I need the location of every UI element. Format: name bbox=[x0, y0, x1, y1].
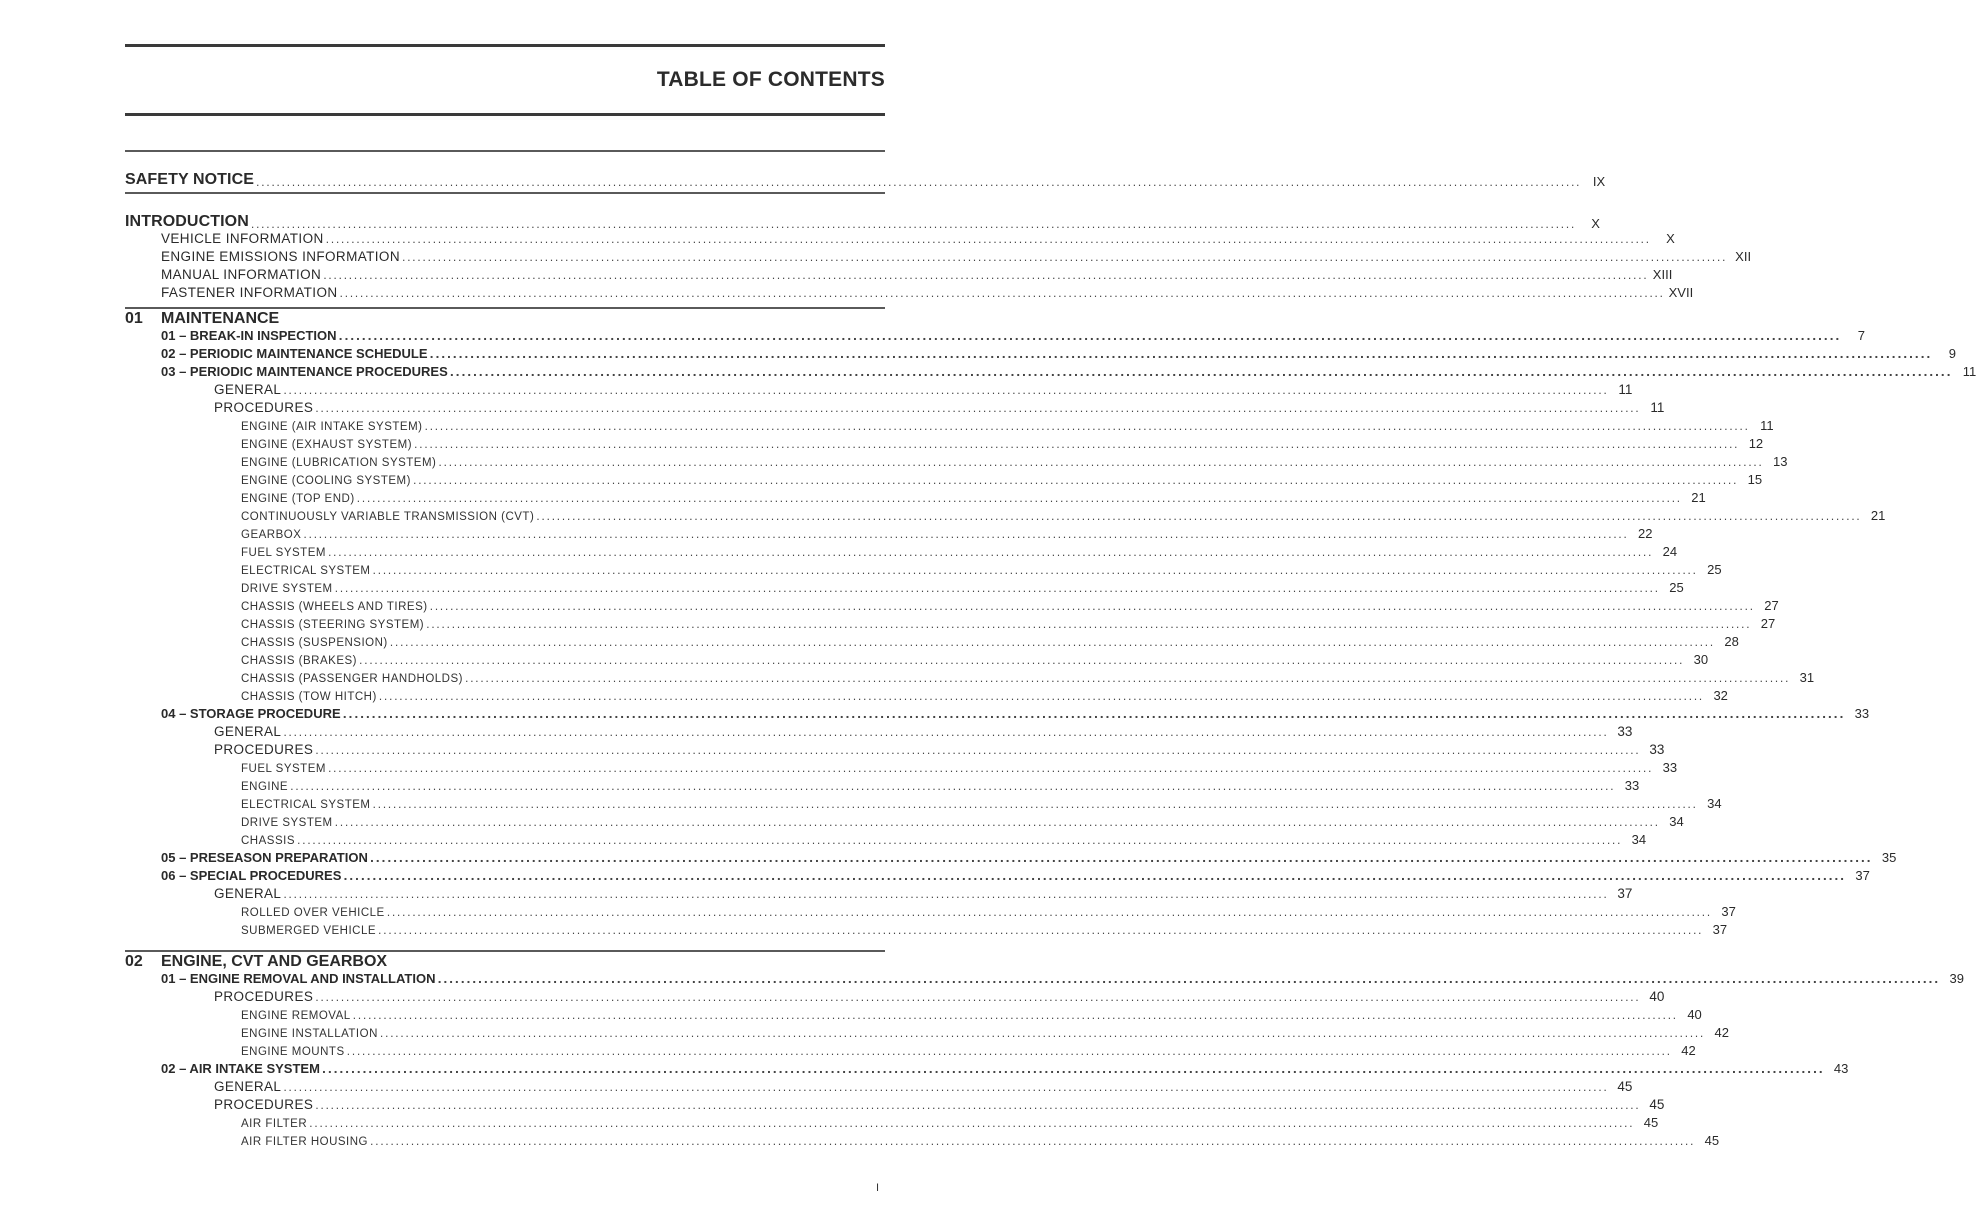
dot-leader: .................................................................................................................................................................................................................................................................... bbox=[372, 564, 1698, 577]
toc-entry[interactable] bbox=[125, 400, 1665, 418]
toc-entry-page: 33 bbox=[1649, 742, 1665, 757]
toc-entry-page: 11 bbox=[1650, 400, 1665, 415]
toc-entry[interactable] bbox=[125, 598, 1779, 616]
toc-entry-title: ENGINE EMISSIONS INFORMATION bbox=[161, 249, 400, 264]
dot-leader: .................................................................................................................................................................................................................................................................... bbox=[424, 420, 1750, 433]
dot-leader: .................................................................................................................................................................................................................................................................... bbox=[414, 438, 1740, 451]
toc-entry-page: 32 bbox=[1713, 688, 1728, 703]
toc-entry-title: 06 – SPECIAL PROCEDURES bbox=[161, 868, 342, 883]
toc-entry-page: XIII bbox=[1652, 267, 1673, 282]
toc-entry[interactable] bbox=[125, 724, 1633, 742]
dot-leader: .................................................................................................................................................................................................................................................................... bbox=[309, 1117, 1635, 1130]
dot-leader: .................................................................................................................................................................................................................................................................... bbox=[372, 798, 1698, 811]
toc-entry-page: 34 bbox=[1669, 814, 1684, 829]
toc-entry-page: 25 bbox=[1707, 562, 1722, 577]
toc-entry-title: CHASSIS (WHEELS AND TIRES) bbox=[241, 601, 428, 613]
chapter-heading bbox=[125, 953, 885, 971]
toc-entry[interactable] bbox=[125, 832, 1647, 850]
dot-leader: .................................................................................................................................................................................................................................................................... bbox=[283, 384, 1609, 397]
dot-leader: .................................................................................................................................................................................................................................................................... bbox=[429, 600, 1755, 613]
toc-entry-page: 45 bbox=[1617, 1079, 1633, 1094]
toc-entry-title: ELECTRICAL SYSTEM bbox=[241, 565, 371, 577]
toc-entry-page: 31 bbox=[1799, 670, 1815, 685]
dot-leader: .................................................................................................................................................................................................................................................................... bbox=[437, 973, 1940, 986]
toc-entry-title: 05 – PRESEASON PREPARATION bbox=[161, 850, 368, 865]
dot-leader: .................................................................................................................................................................................................................................................................... bbox=[315, 1099, 1641, 1112]
dot-leader: .................................................................................................................................................................................................................................................................... bbox=[359, 654, 1685, 667]
chapter-title: MAINTENANCE bbox=[161, 310, 280, 327]
toc-entry-title: 01 – BREAK-IN INSPECTION bbox=[161, 328, 337, 343]
dot-leader: .................................................................................................................................................................................................................................................................... bbox=[327, 762, 1654, 775]
toc-entry[interactable] bbox=[125, 778, 1640, 796]
toc-entry-title: ENGINE MOUNTS bbox=[241, 1046, 345, 1058]
toc-entry-title: CHASSIS (BRAKES) bbox=[241, 655, 357, 667]
toc-entry-page: 42 bbox=[1714, 1025, 1729, 1040]
dot-leader: .................................................................................................................................................................................................................................................................... bbox=[536, 510, 1862, 523]
dot-leader: .................................................................................................................................................................................................................................................................... bbox=[449, 366, 1953, 379]
toc-entry-page: 9 bbox=[1948, 346, 1957, 361]
dot-leader: .................................................................................................................................................................................................................................................................... bbox=[334, 816, 1660, 829]
dot-leader: .................................................................................................................................................................................................................................................................... bbox=[321, 1063, 1825, 1076]
toc-entry-title: ROLLED OVER VEHICLE bbox=[241, 907, 385, 919]
toc-entry[interactable] bbox=[125, 231, 1675, 249]
dot-leader: .................................................................................................................................................................................................................................................................... bbox=[315, 991, 1641, 1004]
toc-entry-title: ELECTRICAL SYSTEM bbox=[241, 799, 371, 811]
toc-entry-title: 01 – ENGINE REMOVAL AND INSTALLATION bbox=[161, 971, 436, 986]
toc-entry-title: 03 – PERIODIC MAINTENANCE PROCEDURES bbox=[161, 364, 448, 379]
toc-entry-page: 27 bbox=[1764, 598, 1779, 613]
toc-entry[interactable] bbox=[125, 472, 1763, 490]
chapter-title: ENGINE, CVT AND GEARBOX bbox=[161, 953, 388, 970]
toc-entry-title: GENERAL bbox=[214, 1079, 282, 1094]
toc-entry-page: 30 bbox=[1693, 652, 1709, 667]
dot-leader: .................................................................................................................................................................................................................................................................... bbox=[283, 726, 1609, 739]
toc-section bbox=[125, 150, 1606, 189]
toc-entry-page: 12 bbox=[1748, 436, 1764, 451]
toc-entry[interactable] bbox=[125, 153, 1606, 189]
dot-leader: .................................................................................................................................................................................................................................................................... bbox=[389, 636, 1715, 649]
toc-entry-page: 33 bbox=[1662, 760, 1678, 775]
toc-entry-page: 22 bbox=[1638, 526, 1653, 541]
toc-entry-title: 02 – PERIODIC MAINTENANCE SCHEDULE bbox=[161, 346, 428, 361]
toc-entry[interactable] bbox=[125, 886, 1633, 904]
toc-entry[interactable] bbox=[125, 616, 1776, 634]
toc-entry[interactable] bbox=[125, 850, 1897, 868]
dot-leader: .................................................................................................................................................................................................................................................................... bbox=[338, 330, 1842, 343]
dot-leader: .................................................................................................................................................................................................................................................................... bbox=[323, 269, 1649, 282]
toc-entry[interactable] bbox=[125, 490, 1706, 508]
toc-entry[interactable] bbox=[125, 796, 1722, 814]
toc-entry-title: 04 – STORAGE PROCEDURE bbox=[161, 706, 341, 721]
toc-entry-title: ENGINE (EXHAUST SYSTEM) bbox=[241, 439, 413, 451]
toc-entry-page: X bbox=[1666, 231, 1675, 246]
section-rule bbox=[125, 150, 885, 152]
toc-entry-title: GENERAL bbox=[214, 886, 282, 901]
toc-chapter bbox=[125, 950, 1964, 1151]
toc-entry[interactable] bbox=[125, 971, 1964, 989]
chapter-number: 02 bbox=[125, 953, 143, 970]
dot-leader: .................................................................................................................................................................................................................................................................... bbox=[346, 1045, 1672, 1058]
toc-entry-page: IX bbox=[1592, 174, 1606, 189]
dot-leader: .................................................................................................................................................................................................................................................................... bbox=[315, 744, 1641, 757]
toc-entry-title: ENGINE bbox=[241, 781, 289, 793]
toc-entry-page: 13 bbox=[1773, 454, 1788, 469]
toc-entry-title: DRIVE SYSTEM bbox=[241, 817, 333, 829]
toc-entry[interactable] bbox=[125, 267, 1673, 285]
dot-leader: .................................................................................................................................................................................................................................................................... bbox=[379, 1027, 1705, 1040]
toc-entry-page: 40 bbox=[1649, 989, 1665, 1004]
toc-entry[interactable] bbox=[125, 1115, 1659, 1133]
dot-leader: .................................................................................................................................................................................................................................................................... bbox=[352, 1009, 1678, 1022]
dot-leader: .................................................................................................................................................................................................................................................................... bbox=[378, 924, 1704, 937]
toc-entry[interactable] bbox=[125, 760, 1678, 778]
toc-entry[interactable] bbox=[125, 814, 1684, 832]
toc-entry-page: X bbox=[1591, 216, 1600, 231]
title-rule-top bbox=[125, 44, 885, 47]
dot-leader: .................................................................................................................................................................................................................................................................... bbox=[369, 852, 1873, 865]
toc-entry[interactable] bbox=[125, 526, 1653, 544]
toc-entry-page: 40 bbox=[1687, 1007, 1702, 1022]
toc-entry[interactable] bbox=[125, 544, 1678, 562]
toc-entry-title: PROCEDURES bbox=[214, 400, 314, 415]
toc-entry-title: GENERAL bbox=[214, 382, 282, 397]
toc-entry[interactable] bbox=[125, 1133, 1720, 1151]
dot-leader: .................................................................................................................................................................................................................................................................... bbox=[250, 218, 1576, 231]
toc-entry[interactable] bbox=[125, 989, 1665, 1007]
dot-leader: .................................................................................................................................................................................................................................................................... bbox=[315, 402, 1641, 415]
toc-entry-page: 35 bbox=[1881, 850, 1897, 865]
toc-entry-page: 37 bbox=[1712, 922, 1728, 937]
toc-entry-page: 33 bbox=[1617, 724, 1633, 739]
toc-entry-page: 11 bbox=[1962, 364, 1976, 379]
toc-entry-title: CHASSIS (SUSPENSION) bbox=[241, 637, 388, 649]
dot-leader: .................................................................................................................................................................................................................................................................... bbox=[283, 1081, 1609, 1094]
toc-entry-title: DRIVE SYSTEM bbox=[241, 583, 333, 595]
toc-entry-title: PROCEDURES bbox=[214, 1097, 314, 1112]
toc-entry-page: 25 bbox=[1669, 580, 1684, 595]
chapter-number: 01 bbox=[125, 310, 143, 327]
toc-entry-title: CHASSIS (TOW HITCH) bbox=[241, 691, 377, 703]
toc-entry[interactable] bbox=[125, 688, 1728, 706]
toc-entry-title: PROCEDURES bbox=[214, 989, 314, 1004]
chapter-heading bbox=[125, 310, 885, 328]
toc-entry-title: INTRODUCTION bbox=[125, 213, 249, 230]
toc-entry[interactable] bbox=[125, 285, 1694, 303]
toc-entry-title: ENGINE (AIR INTAKE SYSTEM) bbox=[241, 421, 423, 433]
dot-leader: .................................................................................................................................................................................................................................................................... bbox=[290, 780, 1616, 793]
toc-entry-page: 7 bbox=[1857, 328, 1866, 343]
toc-entry-title: PROCEDURES bbox=[214, 742, 314, 757]
toc-entry-page: 39 bbox=[1949, 971, 1964, 986]
toc-entry-page: 42 bbox=[1681, 1043, 1696, 1058]
toc-entry[interactable] bbox=[125, 346, 1957, 364]
toc-entry-title: FASTENER INFORMATION bbox=[161, 285, 338, 300]
toc-entry-page: 21 bbox=[1870, 508, 1886, 523]
toc-entry-page: 45 bbox=[1643, 1115, 1659, 1130]
toc-entry[interactable] bbox=[125, 706, 1870, 724]
toc-entry[interactable] bbox=[125, 1025, 1729, 1043]
dot-leader: .................................................................................................................................................................................................................................................................... bbox=[386, 906, 1712, 919]
toc-entry-title: CHASSIS (STEERING SYSTEM) bbox=[241, 619, 425, 631]
dot-leader: .................................................................................................................................................................................................................................................................... bbox=[283, 888, 1609, 901]
dot-leader: .................................................................................................................................................................................................................................................................... bbox=[429, 348, 1933, 361]
toc-entry-page: 34 bbox=[1707, 796, 1722, 811]
dot-leader: .................................................................................................................................................................................................................................................................... bbox=[438, 456, 1764, 469]
toc-entry-title: ENGINE REMOVAL bbox=[241, 1010, 351, 1022]
dot-leader: .................................................................................................................................................................................................................................................................... bbox=[303, 528, 1629, 541]
page-title: TABLE OF CONTENTS bbox=[656, 68, 885, 91]
toc-entry-title: ENGINE (TOP END) bbox=[241, 493, 355, 505]
toc-entry[interactable] bbox=[125, 249, 1752, 267]
toc-entry-title: VEHICLE INFORMATION bbox=[161, 231, 324, 246]
toc-entry-title: ENGINE (COOLING SYSTEM) bbox=[241, 475, 411, 487]
toc-entry[interactable] bbox=[125, 580, 1684, 598]
toc-section bbox=[125, 192, 1752, 303]
toc-entry[interactable] bbox=[125, 328, 1866, 346]
toc-entry[interactable] bbox=[125, 195, 1600, 231]
toc-entry[interactable] bbox=[125, 508, 1886, 526]
toc-entry-title: CHASSIS bbox=[241, 835, 295, 847]
dot-leader: .................................................................................................................................................................................................................................................................... bbox=[334, 582, 1660, 595]
toc-entry-page: 33 bbox=[1624, 778, 1640, 793]
toc-entry[interactable] bbox=[125, 436, 1764, 454]
toc-entry-page: XII bbox=[1735, 249, 1752, 264]
toc-entry-page: XVII bbox=[1668, 285, 1694, 300]
toc-entry-title: ENGINE (LUBRICATION SYSTEM) bbox=[241, 457, 437, 469]
title-rule-bottom bbox=[125, 113, 885, 116]
dot-leader: .................................................................................................................................................................................................................................................................... bbox=[297, 834, 1623, 847]
section-rule bbox=[125, 307, 885, 309]
toc-entry-page: 28 bbox=[1724, 634, 1739, 649]
toc-entry-page: 24 bbox=[1662, 544, 1678, 559]
dot-leader: .................................................................................................................................................................................................................................................................... bbox=[343, 870, 1846, 883]
toc-entry-title: AIR FILTER bbox=[241, 1118, 308, 1130]
toc-entry[interactable] bbox=[125, 1097, 1665, 1115]
toc-chapter bbox=[125, 307, 1976, 940]
dot-leader: .................................................................................................................................................................................................................................................................... bbox=[256, 176, 1582, 189]
toc-entry-page: 37 bbox=[1855, 868, 1870, 883]
toc-entry-page: 33 bbox=[1854, 706, 1870, 721]
toc-entry-page: 45 bbox=[1704, 1133, 1720, 1148]
toc-entry[interactable] bbox=[125, 868, 1870, 886]
toc-entry-page: 34 bbox=[1631, 832, 1647, 847]
toc-entry-title: CONTINUOUSLY VARIABLE TRANSMISSION (CVT) bbox=[241, 511, 535, 523]
dot-leader: .................................................................................................................................................................................................................................................................... bbox=[378, 690, 1704, 703]
toc-entry-page: 37 bbox=[1721, 904, 1736, 919]
section-rule bbox=[125, 192, 885, 194]
toc-entry-title: FUEL SYSTEM bbox=[241, 763, 326, 775]
toc-entry-page: 21 bbox=[1691, 490, 1706, 505]
dot-leader: .................................................................................................................................................................................................................................................................... bbox=[327, 546, 1654, 559]
toc-entry[interactable] bbox=[125, 742, 1665, 760]
toc-entry[interactable] bbox=[125, 1007, 1702, 1025]
toc-entry-title: CHASSIS (PASSENGER HANDHOLDS) bbox=[241, 673, 463, 685]
toc-entry[interactable] bbox=[125, 634, 1739, 652]
toc-entry-title: FUEL SYSTEM bbox=[241, 547, 326, 559]
toc-entry-title: SUBMERGED VEHICLE bbox=[241, 925, 377, 937]
toc-entry[interactable] bbox=[125, 670, 1815, 688]
dot-leader: .................................................................................................................................................................................................................................................................... bbox=[342, 708, 1846, 721]
page-number: I bbox=[876, 1182, 880, 1194]
toc-entry[interactable] bbox=[125, 904, 1736, 922]
toc-entry[interactable] bbox=[125, 382, 1633, 400]
dot-leader: .................................................................................................................................................................................................................................................................... bbox=[464, 672, 1791, 685]
toc-entry-title: 02 – AIR INTAKE SYSTEM bbox=[161, 1061, 320, 1076]
table-of-contents bbox=[125, 150, 1976, 1151]
toc-entry[interactable] bbox=[125, 1079, 1633, 1097]
toc-entry-page: 15 bbox=[1747, 472, 1763, 487]
toc-entry[interactable] bbox=[125, 922, 1728, 940]
toc-entry[interactable] bbox=[125, 1043, 1696, 1061]
toc-entry[interactable] bbox=[125, 562, 1722, 580]
dot-leader: .................................................................................................................................................................................................................................................................... bbox=[412, 474, 1739, 487]
toc-entry[interactable] bbox=[125, 418, 1774, 436]
toc-entry-title: AIR FILTER HOUSING bbox=[241, 1136, 368, 1148]
dot-leader: .................................................................................................................................................................................................................................................................... bbox=[401, 251, 1728, 264]
toc-entry-page: 27 bbox=[1760, 616, 1776, 631]
toc-entry[interactable] bbox=[125, 454, 1788, 472]
dot-leader: .................................................................................................................................................................................................................................................................... bbox=[426, 618, 1752, 631]
toc-entry[interactable] bbox=[125, 364, 1976, 382]
toc-entry-title: GEARBOX bbox=[241, 529, 302, 541]
toc-entry-page: 45 bbox=[1649, 1097, 1665, 1112]
toc-entry-page: 43 bbox=[1833, 1061, 1849, 1076]
toc-entry[interactable] bbox=[125, 1061, 1849, 1079]
dot-leader: .................................................................................................................................................................................................................................................................... bbox=[356, 492, 1682, 505]
toc-entry-title: MANUAL INFORMATION bbox=[161, 267, 322, 282]
toc-entry-title: SAFETY NOTICE bbox=[125, 171, 255, 188]
toc-entry-page: 11 bbox=[1760, 418, 1774, 433]
dot-leader: .................................................................................................................................................................................................................................................................... bbox=[370, 1135, 1696, 1148]
toc-entry[interactable] bbox=[125, 652, 1709, 670]
toc-entry-title: ENGINE INSTALLATION bbox=[241, 1028, 378, 1040]
section-rule bbox=[125, 950, 885, 952]
toc-entry-title: GENERAL bbox=[214, 724, 282, 739]
toc-entry-page: 11 bbox=[1618, 382, 1633, 397]
dot-leader: .................................................................................................................................................................................................................................................................... bbox=[339, 287, 1665, 300]
dot-leader: .................................................................................................................................................................................................................................................................... bbox=[325, 233, 1651, 246]
toc-entry-page: 37 bbox=[1617, 886, 1633, 901]
